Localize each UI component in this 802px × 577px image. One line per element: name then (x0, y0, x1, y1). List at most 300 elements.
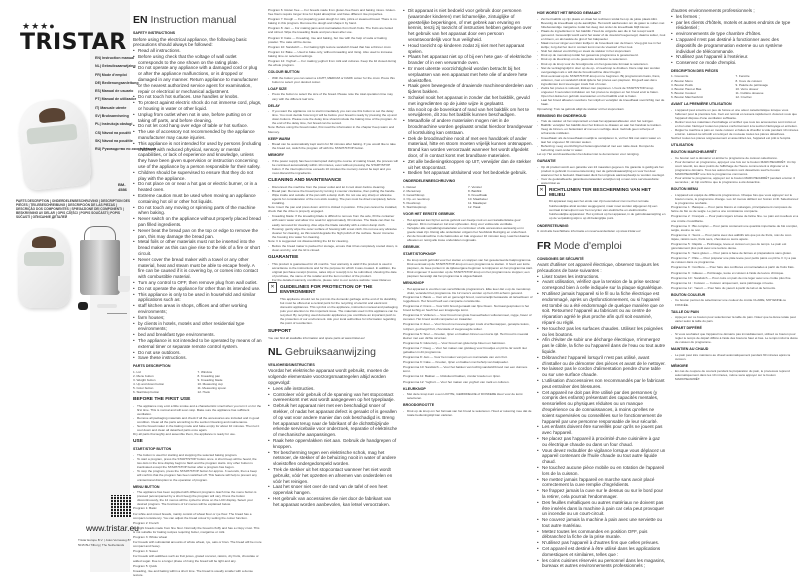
language-item: SV| Bruksanvisning (95, 114, 129, 119)
small-paragraph: For breads with substantial amounts of whole wheat, rye, oats or bran. The bread will be more compact and heavy. (133, 540, 262, 549)
bullet-item: • Do not touch any moving or spinning parts of the machine when baking. (133, 205, 262, 217)
small-list-item: - The appliance may emit a little smoke and a characteristic smell when you turn it on for the first time. This is normal and will soon stop. Make sure the appliance has sufficient ventilation. (133, 404, 262, 416)
bullet-item: • Bedien het apparaat uitsluitend voor het bedoelde gebruik. (403, 170, 533, 176)
parts-list-item: 12. Haak (468, 205, 481, 210)
small-list-item: - Remove all packaging materials and check if all the accessories are included and in good condition. Clean all the parts according to the section Cleaning and maintenance. (133, 416, 262, 424)
parts-list-item: 7. Fenêtre (735, 74, 750, 79)
small-paragraph: Dry all parts thoroughly and assemble them, the appliance is ready for use. (133, 432, 236, 437)
small-paragraph: Program 7: Dough — For preparing yeast dough for rolls, pizza or steamed bread. There is no baking in this program. Remove the dough and shape it by hand. (268, 17, 397, 26)
bullet-item: • Raak geen bewegende of draaiende machineonderdelen aan tijdens bakken. (403, 83, 533, 95)
small-list-item: - Trek de stekker uit het stopcontact en laat het apparaat afkoelen vóór het reinigen. (537, 119, 666, 123)
bullet-item: • Dit apparaat is niet bedoeld voor gebruik door personen (waaronder kinderen) met lichamelijke, zintuiglijke of geestelijke beperkingen, of met gebrek aan ervaring en kennis, tenzij zij toezicht of instructies hebben gekregen over het gebruik van het apparaat door een persoon verantwoordelijk voor hun veiligheid. (403, 8, 533, 43)
section-heading: VEILIGHEIDSINSTRUCTIES (268, 362, 315, 367)
parts-list-item: 4. Op- en neerknop (403, 196, 430, 201)
small-list-item: - If the power supply has been interrupted during the course of making bread, the process will be continued automatically within 10 minutes, even without pressing the START/STOP button. If the interruption time exceeds 10 minutes the memory cannot be kept and you must discard the ingredients. (268, 159, 398, 175)
company-address (78, 538, 131, 547)
manual-column-2 (268, 8, 398, 568)
small-paragraph: Programma 5: Snel — Kneden, rijzen en bakken binnen een korte tijd. Het brood is meestal kleiner met een dichte structuur. (403, 331, 529, 340)
parts-list-item: 1. Deksel (403, 184, 416, 189)
small-paragraph: Programma 4: Zoet — Voor brood met toevoegingen zoals vruchtensappen, geraspte kokos, rozijnen, gedroogd fruit, chocolade of toegevoegde suiker. (403, 322, 530, 331)
small-list-item: - Press the button to select the size of the bread. Please note the total operation time may vary with the different loaf size. (268, 92, 398, 100)
bullet-item: • Do not operate the appliance for other than its intended use. (133, 286, 262, 292)
small-paragraph: Programme 2 : Français — Pour pains légers à base de farine fine. Le pain est moelleux et a une croûte croustillante. (671, 214, 799, 223)
bullet-item: • Laat het snoer niet over de rand van de tafel of een heet oppervlak hangen. (268, 484, 398, 496)
section-title-text: Mode d'emploi (553, 239, 622, 252)
parts-list-item: 3. Bouton Poids (671, 82, 693, 87)
bullet-item: • N'utilisez pas l'appareil à d'autres fins que celles prévues. (537, 540, 666, 546)
small-paragraph: Programme 7 : Pâte — Pour préparer une pâte levée pour petits pains ou pizza. Il n'y a pas de cuisson dans ce programme. (671, 256, 797, 265)
small-paragraph: Programma 10: Sandwich — Voor het bakken van luchtig sandwichbrood met een dunnere korst. (403, 365, 528, 374)
bullet-item: • Do not use outdoors. (133, 350, 262, 356)
section-heading: CONSIGNES DE SÉCURITÉ (537, 256, 584, 261)
small-list-item: - L'appareil est équipé de différents programmes. Chaque fois que vous appuyez sur le bouton menu, le programme change. Les 12 menus défilent sur l'écran LCD. Sélectionnez le programme souhaité. (671, 193, 800, 205)
bullet-item: • Do not place on or near a hot gas or electric burner, or in a heated oven. (133, 181, 262, 193)
section-heading: DÉPART DIFFÉRÉ (671, 326, 702, 331)
parts-list-item: 1. Lid (133, 369, 141, 374)
small-paragraph: Programme 6 : Sans gluten — Pour pains à base de farines et préparations sans gluten. (671, 251, 792, 256)
small-paragraph: Program 12: Yoghurt — For making yoghurt from milk and cultures. Keep the lid closed during the whole program. (268, 59, 397, 68)
small-paragraph: Program 11: Bake — Used to bake only, without kneading and rising. Also used to increase baking time on selected settings. (268, 49, 393, 58)
section-heading: START/STOPKNOP (403, 252, 436, 257)
parts-list-item: 2. Menu button (133, 373, 154, 378)
small-list-item: - Before the bread maker is packed for storage, ensure that it has completely cooled down, is clean and dry, and the lid is closed. (268, 244, 398, 252)
bullet-item: • par les clients d'hôtels, motels et autres endroits de type résidentiel ; (671, 20, 800, 32)
bullet-item: • Afin d'éviter de subir une décharge électrique, n'immergez pas le câble, la fiche ou l'appareil dans de l'eau ou tout autre liquide. (537, 337, 666, 354)
parts-list-item: 2. Bouton Menu (671, 78, 693, 83)
parts-list-item: 9. Kneedhaak (468, 192, 488, 197)
bullet-item: • Des feuilles métalliques ou autres matériaux ne doivent pas être insérés dans la machine à pain car cela peut provoquer un incendie ou un court-circuit. (537, 500, 666, 517)
section-heading: BOUTON MENU (671, 187, 699, 192)
small-paragraph: Programma 7: Deeg — Voor het maken van gistdeeg voor broodjes en pizza. Er wordt niet gebakken in dit programma. (403, 345, 527, 355)
small-list-item: - Pour arrêter le programme, appuyez sur le bouton MARCHE/ARRÊT pendant environ 3 secondes ; un bip confirme que le programme a été désactivé. (671, 176, 800, 184)
language-item: ES| Manual de usuario (95, 89, 134, 94)
small-list-item: - To start a program, press the START/STOP button once. A short beep will be heard, the two dots in the time display begin to flash and the program starts. Any other button is inactivated except the START/STOP button after a program has begun. (133, 457, 262, 469)
small-paragraph: Programme 1 : Basique — Pour pains blancs et mélangés, principalement composés de farine de blé ou de seigle. Le pain a une consistance compacte. (671, 205, 792, 214)
bullet-item: • Read all instructions. (133, 48, 262, 54)
parts-list-item: 2. Menuknop (403, 188, 421, 193)
small-list-item: - Ce bouton sert à démarrer et arrêter le programme de cuisson sélectionné. (671, 156, 800, 160)
bullet-item: • This appliance is not intended for used by persons (including children) with reduced physical, sensory or mental capabilities, or lack of experience and knowledge, unless they have been given supervision or instruction concerning use of the appliance by a person responsible for their safety. (133, 141, 262, 170)
address-line: 5015 BH Tilburg | The Netherlands (78, 542, 125, 547)
parts-list-item: 12. Crochet (735, 94, 752, 99)
small-paragraph: Program 10: Sandwich — For baking light texture sandwich bread that has a thinner crust. (268, 44, 392, 49)
small-list-item: - This product is guaranteed for 24 months. Your warranty is valid if the product is used in accordance to the instructions and for the purpose for which it was created. In addition, the original purchase receipt (invoice, sales slip or receipt) is to be submitted, showing the date of purchase, the name of the retailer and the item number of the product. (268, 262, 398, 278)
section-heading: START/STOP BUTTON (133, 447, 172, 452)
bullet-item: • Schakel nooit het apparaat in zonder dat het bakblik, gevuld met ingrediënten op de juiste wijze is geplaatst. (403, 95, 533, 107)
website-link[interactable]: www.tristar.eu (86, 523, 139, 533)
bullet-item: • Extreme caution must be used when moving an appliance containing hot oil or other hot liquids. (133, 193, 262, 205)
parts-list-item: 5. Bouton Couleur (671, 90, 696, 95)
small-list-item: - Set the bread maker in the baking mode and bake empty for about 10 minutes. Then let it cool down and clean all detached parts once again. (133, 424, 262, 432)
small-paragraph: Dit apparaat mag aan het einde van zijn levensduur niet met het normale huishoudelijke afval worden weggegooid, maar moet worden afgegeven bij een centraal inzamelpunt voor het recyclen van elektrische en elektronische huishoudelijke apparatuur. Het symbool op het apparaat, in de gebruiksaanwijzing en op de verpakking wijst u op dit belangrijke punt. (549, 199, 666, 220)
bullet-item: • les coins cuisines réservés au personnel dans les magasins, bureaux et autres environnements professionnels ; (537, 558, 666, 570)
parts-list-item: 3. Weight button (133, 377, 156, 382)
small-paragraph: Note: Before using the bread maker, first read the information in the chapter Keep warm and Memory. (268, 125, 395, 134)
bullet-item: • Conservez ce mode d'emploi. (671, 60, 800, 66)
paragraph: Before using the electrical appliance, the following basic precautions should always be followed: (133, 36, 247, 48)
parts-list-item: 9. Palette de pétrissage (735, 82, 769, 87)
language-item: DE| Bedienungsanleitung (95, 80, 139, 85)
parts-list (133, 370, 262, 395)
small-paragraph: Note: It is suggested not disassembling the lid for cleaning. (268, 238, 349, 243)
bread-maker-parts-image (18, 228, 70, 308)
bullet-item: • Unplug from outlet when not in use, before putting on or taking off parts, and before cleaning. (133, 112, 262, 124)
section-heading: USE (133, 439, 143, 445)
small-list-item: - Laat het brood afkoelen voordat u het snijdt en verwijder de kneedhaak voorzichtig met de haak. (537, 98, 666, 106)
small-paragraph: Programma 6: Glutenvrij — Voor brood van glutenvrije bloem en bakmixen. (403, 340, 506, 345)
parts-list-item: 11. Maatlepel (468, 200, 487, 205)
bullet-item: • Plaats het apparaat niet op of bij een hete gas- of elektrische brander of in een verwarmde oven. (403, 54, 533, 66)
small-paragraph: Program 1: Basic (133, 506, 157, 511)
small-paragraph: Programme 12 : Yaourt — Pour faire du yaourt à partir de lait et de ferments. (671, 285, 776, 290)
bullet-item: • This appliance is only to be used in household and similar applications such as: (133, 292, 262, 304)
small-paragraph: Note: Insert the pan and press down until it is clicked in position. If the pan cannot be installed, check that the drive is properly engaged. (268, 205, 398, 214)
section-heading: TAILLE DU PAIN (671, 309, 699, 314)
parts-list-item: 1. Couvercle (671, 74, 689, 79)
small-list-item: - Druk ongeveer 3 seconden op de START/STOP-knop om het programma te stoppen; een pieptoon bevestigt dat het programma is uitgeschakeld. (403, 270, 533, 278)
bullet-item: • Les enfants doivent être surveillés pour qu'ils ne jouent pas avec l'appareil. (537, 424, 666, 436)
bullet-item: • Ne frappez jamais la cuve sur le dessus ou sur le bord pour la retirer, cela pourrait l'endommager. (537, 488, 666, 500)
small-paragraph: Programme 10 : Sandwich — Pour cuire un pain de mie léger avec une croûte plus fine. (671, 275, 792, 280)
small-list-item: - En cas de coupure de courant pendant la préparation du pain, le processus reprend automatiquement dans les 10 minutes, même sans appuyer sur le bouton MARCHE/ARRÊT. (671, 369, 800, 381)
small-paragraph: Program 5: Quick (133, 563, 158, 568)
bullet-item: • L'utilisation d'accessoires non recommandés par le fabricant peut entraîner des blessures. (537, 378, 666, 390)
small-list-item: - Op dit product wordt een garantie van 24 maanden gegeven. De garantie is geldig als het product is gebruikt in overeenstemming met de gebruiksaanwijzing en voor het doel waarvoor het is bedoeld. Daarnaast dient het originele aankoopbewijs te worden overlegd. (537, 165, 666, 177)
bullet-item: • Cet appareil ne doit pas être utilisé par des personnes (y compris des enfants) présentant des capacités mentales, sensorielles ou physiques réduites ou un manque d'expérience ou de connaissances, à moins qu'elles ne soient supervisées ou conseillées sur le fonctionnement de l'appareil par une personne responsable de leur sécurité. (537, 390, 666, 425)
small-list-item: - Stel de vertragingstijd in door op de op- of neerknop te drukken. Deze stap kan worden overgeslagen als u wilt dat de broodmachine direct begint. (537, 66, 666, 74)
section-heading: RICHTLIJNEN TER BESCHERMING VAN HET MILIEU (549, 187, 651, 198)
bread-maker-control-panel (24, 252, 64, 266)
small-paragraph: Program 2: French (133, 520, 159, 525)
bullet-item: • Raak hete oppervlakken niet aan. Gebruik de handgrepen of knoppen. (268, 438, 398, 450)
bullet-item: • Cet appareil est destiné à être utilisé dans les applications domestiques et similaires, telles que : (537, 546, 666, 558)
bullet-item: • Gebruik het apparaat niet met een beschadigd snoer of stekker, of nadat het apparaat defect is geraakt of is gevallen of op wat voor andere manier dan ook beschadigd is. Breng het apparaat terug naar de fabrikant of de dichtstbijzijnde erkende servicebalie voor onderzoek, reparatie of elektrische of mechanische aanpassingen. (268, 403, 398, 438)
bullet-item: • Lees alle instructies. (268, 386, 398, 392)
bullet-item: • les fermes ; (671, 14, 800, 20)
section-title (268, 346, 398, 358)
section-heading: MÉMOIRE (671, 363, 689, 368)
small-list-item: - Réglez la machine à pain en mode cuisson et faites-la chauffer à vide pendant 10 minutes environ. Laissez-la refroidir et nettoyez de nouveau toutes les pièces détachées. (671, 128, 800, 136)
small-list-item: - Druk op de knop om het formaat van het brood te selecteren. Houd er rekening mee dat de totale bedieningstijd kan variëren. (403, 409, 533, 417)
section-title (537, 240, 666, 252)
bullet-item: • Ne couvrez jamais la machine à pain avec une serviette ou tout autre matériau. (537, 517, 666, 529)
small-list-item: - Druk op de menuknop totdat het gewenste programma is geselecteerd. (537, 53, 666, 57)
small-list-item: - Pour démarrer un programme, appuyez une fois sur le bouton MARCHE/ARRÊT. Un bip court retentit, les deux points de l'affichage de l'heure commencent à clignoter et le programme démarre. Tous les autres boutons sont désactivés sauf le bouton MARCHE/ARRÊT une fois le programme commencé. (671, 160, 800, 176)
parts-description-title: PARTS DESCRIPTION | ONDERDELENBESCHRIJVING | DESCRIPTION DES PIÈCES | TEILEBESCHREIBUNG | DESCRIPCIÓN DE LAS PIEZAS | DESCRIÇÃO DOS COMPONENTES | SPIEGAZIONE DEI COMPONENTI | BESKRIVNING AV DELAR | OPIS CZĘŚCI | POPIS SOUČÁSTÍ | POPIS SÚČASTÍ | ОПИСАНИЕ ДЕТАЛЕЙ (16, 199, 131, 219)
parts-list-item: 11. Cuillère doseuse (735, 90, 764, 95)
small-list-item: - Plaats de ingrediënten in het bakblik. Houd de volgorde aan die in het recept wordt genoemd. Gewoonlijk wordt eerst het water of de vloeistof toegevoegd, daarna suiker, zout en bloem, en als laatste de gist of het bakpoeder. (537, 29, 666, 41)
section-heading: BROODGROOTTE (403, 403, 435, 408)
bullet-item: • Controleer vóór gebruik of de spanning van het stopcontact overeenkomt met wat wordt aangegeven op het typeplaatje. (268, 392, 398, 404)
language-item: FR| Mode d'emploi (95, 72, 127, 77)
language-code: NL (268, 345, 282, 358)
bullet-item: • Ter bescherming tegen een elektrische schok, mag het netsnoer, de stekker of de behuizing nooit in water of andere vloeistoffen ondergedompeld worden. (268, 450, 398, 467)
language-item: PL| Instrukcja obsługi (95, 122, 133, 127)
parts-list (403, 185, 533, 210)
small-paragraph: You can find all available information and spare parts at www.tristar.eu! (268, 335, 365, 340)
manual-column-4 (537, 8, 666, 568)
section-heading: SUPPORT (268, 329, 292, 335)
bullet-item: • Ne placez pas l'appareil à proximité d'une cuisinière à gaz ou électrique chaude ou dans un four chaud. (537, 436, 666, 448)
bullet-item: • bed and breakfast type environments. (133, 332, 262, 338)
small-paragraph: Programme 11 : Cuisson — Cuisson uniquement, sans pétrissage ni levée. (671, 280, 774, 285)
small-paragraph: Opmerking: Trek na gebruik altijd de stekker uit het stopcontact. (537, 106, 625, 111)
small-list-item: - Appuyez sur ce bouton pour sélectionner la taille du pain. Notez que la durée totale peut varier selon la taille du pain. (671, 315, 800, 323)
bullet-item: • farm houses; (133, 315, 262, 321)
language-list (95, 54, 157, 154)
language-item: IT| Manuale utente (95, 105, 127, 110)
paragraph: Avant d'utiliser cet appareil électrique, observez toujours les précautions de base suivantes : (537, 262, 659, 273)
environment-heading (268, 282, 398, 326)
section-heading: PARTS DESCRIPTION (133, 364, 171, 369)
parts-list-item: 7. Venster (468, 184, 482, 189)
paragraph: Voordat het elektrische apparaat wordt gebruikt, moeten de volgende elementaire voorzorgsmaatregelen altijd worden opgevolgd: (268, 368, 389, 386)
small-paragraph: Programma 1: Basis — Voor wit en gemengd brood, voornamelijk bestaande uit tarwebloem of roggebloem. Het brood heeft een compacte consistentie. (403, 294, 533, 303)
small-list-item: - With the button you can select a LIGHT, MEDIUM or DARK colour for the crust. Press this button to select your desired colour. (268, 76, 398, 84)
small-paragraph: For breads with additives such as fruit juices, grated coconut, raisins, dry fruits, chocolate or added sugar. Due to a longer phase of rising the bread will be light and airy. (133, 554, 259, 563)
small-list-item: - To stop the program, press the START/STOP button for approx. 3 seconds, then a beep will confirm that the program has been switched off. This feature will help to prevent any unintentional disruption to the operation of program. (133, 469, 262, 481)
small-list-item: - If you want the appliance not to start immediately you can use this button to set the delay time. You must decide how long it will be before your bread is ready by pressing the up and down buttons. Please note the delay time should include the baking time of the program. At the end of the delay time, hot bread can be served. (268, 109, 398, 125)
small-paragraph: Programma 11: Bakken — Uitsluitend bakken, zonder kneden en rijzen. (403, 374, 501, 379)
small-paragraph: Program 8: Jam — For making jams and marmalades from fresh fruits. The fruits are boiled and stirred. Wipe the kneading blade and pan clean after use. (268, 26, 393, 35)
parts-list-item: 4. Bouton Haut et Bas (671, 86, 702, 91)
parts-list-item: 5. Kleurknop (403, 200, 421, 205)
bullet-item: • N'utilisez pas l'appareil à l'extérieur. (671, 54, 800, 60)
language-item: NL| Gebruiksaanwijzing (95, 64, 136, 69)
small-paragraph: For light breads made from fine flour. Normally the bread is fluffy and has a crispy crust. This is not suitable for baking recipes requiring butter, margarine or milk. (133, 525, 260, 534)
small-paragraph: Programme 5 : Rapide — Pétrissage, levée et cuisson en peu de temps. Le pain est généralement plus petit avec une texture dense. (671, 241, 787, 251)
section-heading: DELAY (268, 103, 280, 108)
section-title-text: Instruction manual (150, 14, 237, 26)
section-heading: ONDERDELENBESCHRIJVING (403, 179, 456, 184)
small-list-item: - Zet het bakblik op zijn plaats en draai het rechtsom totdat het op de juiste plaats klikt. Bevestig de kneedhaak op de aandrijfas. Het wordt aanbevolen om de gaten te vullen met hittebestendige margarine zodat het deeg niet onder de kneedhaak blijft kleven. (537, 17, 666, 29)
bullet-item: • Metal foils or other materials must not be inserted into the bread maker as this can give rise to the risk of a fire or short circuit. (133, 239, 262, 256)
small-list-item: - Ce bouton permet de sélectionner une couleur de croûte CLAIRE, MOYENNE ou FONCÉE. (671, 298, 800, 306)
environment-content (549, 185, 666, 221)
small-list-item: - Maak met uw vinger een klein kuiltje in de bovenkant van de bloem. Voeg gist toe in het kuiltje; zorg dat het niet in contact komt met de vloeistof of het zout. (537, 41, 666, 49)
model-number: BM-4586 (118, 182, 127, 192)
section-heading: KLEURKNOP (403, 386, 426, 391)
parts-list-item: 8. Cuve de cuisson (735, 78, 762, 83)
section-heading: ONDERSTEUNING (537, 223, 569, 228)
manual-column-3 (403, 8, 533, 568)
small-list-item: - The button is used for starting and stopping the selected baking program. (133, 453, 262, 457)
bullet-item: • Vous devez redoubler de vigilance lorsque vous déplacez un appareil contenant de l'huile chaude ou tout autre liquide chaud. (537, 448, 666, 465)
hook-image (107, 313, 127, 314)
small-list-item: - Bread pan: Remove the bread pan by turning it counter clockwise, then pulling the handle. Wipe inside and outside of the pan with a damp cloth. Do not use any sharp or abrasive agents for consideration of the non-stick coating. The pan must be dried completely before installing. (268, 189, 398, 205)
parts-list-item: 11. Measuring spoon (197, 386, 227, 390)
small-list-item: - Druk op de kleurknop om de gewenste korstkleur te selecteren. (537, 57, 666, 61)
bread-pan-image (80, 240, 120, 295)
small-paragraph: For white and mixed breads, mainly consist of wheat flour or rye flour. The bread has a compact consistency. You can adjust the bread colour by setting the colour function. (133, 511, 252, 520)
parts-list-item: 5. Color button (133, 386, 154, 390)
section-heading: MENU BUTTON (133, 484, 160, 489)
bullet-item: • N'utilisez jamais l'appareil si le fil ou la fiche électrique est endommagé, après un dysfonctionnement, ou si l'appareil est tombé ou a été endommagé de quelque manière que ce soit. Retournez l'appareil au fabricant ou au centre de réparation agréé le plus proche afin qu'il soit examiné, réparé ou réglé. (537, 291, 666, 326)
small-paragraph: Program 6: Gluten free — For breads made from gluten-free flours and baking mixes. Gluten-free flours require longer time for liquid absorption and have different rise properties. (268, 8, 396, 17)
parts-list-item: 3. Gewichtknop (403, 192, 425, 197)
bread-maker-window (32, 236, 56, 248)
section-heading: GUARANTEE (268, 255, 299, 261)
small-list-item: - Retirez tous les matériaux d'emballage et vérifiez que tous les accessoires sont inclus et en bon état. Nettoyez toutes les pièces conformément à la section Nettoyage et entretien. (671, 120, 800, 128)
bullet-item: • The use of accessory not recommended by the appliance manufacturer may cause injuries. (133, 129, 262, 141)
bullet-item: • Er moet uiterste voorzichtigheid worden betracht bij het verplaatsen van een apparaat met hete olie of andere hete vloeistoffen. (403, 66, 533, 83)
qr-code-overlay (111, 495, 131, 517)
small-paragraph: Program 4: Sweet (133, 549, 158, 554)
bullet-item: • Never switch on the appliance without properly placed bread pan filled ingredients. (133, 216, 262, 228)
small-paragraph: Programma 12: Yoghurt — Voor het maken van yoghurt van melk en culturen. (403, 379, 510, 384)
section-heading: UTILISATION (671, 143, 694, 148)
small-list-item: - Behuizing: veeg voorzichtig het buitenoppervlak af met een natte doek. Dompel de behuizing nooit onder in water. (537, 144, 666, 152)
small-paragraph: Program 9: Cake — Kneading, rise and baking, but rise with the help of soda or baking powder. The cake will be dense. (268, 35, 387, 44)
brand-logo: TRISTAR (20, 30, 127, 55)
parts-list-item: 6. Start/stopknop (403, 205, 427, 210)
small-list-item: - Het apparaat kan bij het eerste gebruik een beetje rook en een karakteristieke geur afgeven. Dit is normaal en zal snel ophouden. Zorg voor voldoende ventilatie. (403, 218, 533, 226)
small-list-item: - Disconnect the machine from the power outlet and let it cool down before cleaning. (268, 185, 398, 189)
small-list-item: - Met deze knop kunt u een LICHTE, GEMIDDELDE of DONKERE kleur voor de korst selecteren. (403, 392, 533, 400)
bullet-item: • To protect against electric shock do not immerse cord, plugs, or housing in water or other liquid. (133, 100, 262, 112)
small-list-item: - Le pain peut être maintenu au chaud automatiquement pendant 60 minutes après la cuisson. (671, 353, 800, 361)
bullet-item: • Avant utilisation, vérifiez que la tension de la prise secteur correspond bien à celle indiquée sur la plaque signalétique. (537, 279, 666, 291)
section-heading: HOE WORDT HET BROOD GEMAAKT (537, 11, 602, 15)
section-heading: GEBRUIK (403, 245, 420, 250)
language-item: EN| Instruction manual (95, 56, 135, 60)
small-paragraph: Program 3: Whole wheat (133, 535, 168, 540)
parts-list-item: 8. Bakblik (468, 188, 482, 193)
section-heading: CLEANING AND MAINTENANCE (268, 178, 342, 184)
small-paragraph: Programme 4 : Sucré — Pour pains avec des additifs tels que jus de fruits, noix de coco râpée, raisins secs, fruits secs, chocolat ou sucre ajouté. (671, 232, 792, 241)
bullet-item: • Ne touchez aucune pièce mobile ou en rotation de l'appareil lors de la cuisson. (537, 465, 666, 477)
section-title-text: Gebruiksaanwijzing (284, 345, 376, 358)
bullet-item: • The appliance is not intended to be operated by means of an external timer or separate remote control system. (133, 338, 262, 350)
section-heading: BEFORE THE FIRST USE (133, 397, 191, 403)
small-list-item: - Si vous souhaitez que l'appareil ne démarre pas immédiatement, utilisez ce bouton pour régler le temps de départ différé à l'aide des boutons haut et bas. Le temps inclut la durée de cuisson du programme. (671, 332, 800, 344)
section-heading: GUIDELINES FOR PROTECTION OF THE ENVIRONMENT (280, 285, 373, 296)
bullet-item: • staff kitchen areas in shops, offices and other working environments; (133, 303, 262, 315)
small-paragraph: Programme 9 : Gâteau — Pétrissage, levée et cuisson à l'aide de levure chimique. (671, 270, 785, 275)
small-list-item: - Bread can be automatically kept warm for 60 minutes after baking. If you would like to take the bread out, switch the program off with the START/STOP button. (268, 142, 398, 150)
language-item: CS| Návod na použití (95, 130, 131, 135)
small-paragraph: Kneading, rise and baking within a short time. The bread is usually smaller with a dense texture. (133, 568, 253, 577)
parts-list-item: 9. Kneading blade (197, 377, 223, 382)
small-list-item: - Kneading blade: If the kneading blade is difficult to remove from the axle, fill the container with warm water and allow it to soak for approximately 30 minutes. The blade can then be easily removed for cleaning. Also wipe the blade carefully with a cotton damp cloth. (268, 214, 398, 226)
section-heading: VOOR HET EERSTE GEBRUIK (403, 212, 455, 217)
small-list-item: - Bakblik: verwijder het bakblik door het linksom te draaien en aan het handvat te trekken. Veeg de binnen- en buitenkant af met een vochtige doek. Gebruik geen scherpe of schurende middelen. (537, 123, 666, 135)
bullet-item: • Sla nooit op de bovenkant of rand van het bakblik om het te verwijderen, dit zou het bakblik kunnen beschadigen. (403, 107, 533, 119)
bullet-item: • Metaalfolie of andere materialen mogen niet in de broodmachine worden geplaatst omdat hierdoor brandgevaar of kortsluiting kan ontstaan. (403, 118, 533, 135)
bullet-item: • Ne laissez pas le cordon d'alimentation pendre d'une table ou sur une surface chaude. (537, 366, 666, 378)
parts-list-item: 10. Maatbeker (468, 196, 488, 201)
environment-content (280, 282, 398, 326)
bullet-item: • Do not let cord hang over edge of table or hot surface. (133, 123, 262, 129)
section-heading: MENUKNOP (403, 281, 424, 286)
parts-list-item: 7. Window (197, 369, 212, 374)
language-item: PT| Manual de utilizador (95, 97, 137, 102)
bullet-item: • Dek de broodmachine nooit af met een handdoek of ander materiaal, hitte en stoom moeten vrijelijk kunnen ontsnappen. Brand kan worden veroorzaakt wanneer het wordt afgedekt door, of in contact komt met brandbare materialen. (403, 136, 533, 159)
parts-list-item: 10. Verre doseur (735, 86, 759, 91)
bread-maker-window (38, 107, 65, 124)
language-item: RU| Руководство по эксплуатации (95, 147, 157, 152)
environment-heading (537, 185, 666, 221)
bullet-item: • by clients in hotels, motels and other residential type environments; (133, 321, 262, 333)
section-heading: SAFETY INSTRUCTIONS (133, 31, 176, 35)
small-paragraph: Programma 2: Frans — Voor licht brood gemaakt van fijne bloem. Normaal gesproken is het brood luchtig en heeft het een knapperige korst. (403, 304, 530, 313)
bullet-item: • Do not touch hot surfaces. Use handles or knobs. (133, 94, 262, 100)
bullet-item: • Ne touchez pas les surfaces chaudes. Utilisez les poignées ou les boutons. (537, 326, 666, 338)
bullet-item: • Never beat the bread pan on the top or edge to remove the pan, this may damage the bread pan. (133, 228, 262, 240)
bullet-item: • Never cover the bread maker with a towel or any other material, heat and steam must be able to escape freely. A fire can be caused if it is covering by, or comes into contact with combustible material. (133, 257, 262, 280)
bullet-item: • Mettez toutes les commandes en position OFF, puis débranchez la fiche de la prise murale. (537, 529, 666, 541)
bullet-item: • Het gebruik van accessoires die niet door de fabrikant van het apparaat worden aanbevolen, kan letsel veroorzaken. (268, 496, 398, 508)
small-paragraph: U vindt alle beschikbare informatie en reserveonderdelen op www.tristar.eu! (537, 229, 641, 234)
small-paragraph: Programma 9: Cake — Kneden, rijzen en bakken met behulp van bakpoeder. (403, 360, 509, 365)
section-heading: COLOUR BUTTON (268, 70, 300, 75)
small-list-item: - Druk eenmaal op de START/STOP-knop om te beginnen. Bij programma's basis, frans, volkoren, zoet en sandwich klinkt tijdens het proces een pieptoon. Dit geeft aan dat u ingrediënten kunt toevoegen zoals fruit of noten. (537, 74, 666, 86)
small-paragraph: Séchez toutes les pièces soigneusement et assemblez-les, l'appareil est prêt à l'emploi. (671, 136, 792, 141)
parts-list (671, 74, 800, 99)
small-list-item: - Het apparaat is voorzien van verschillende programma's. Elke keer dat u op de menuknop drukt, verandert het programma. De 12 menu's worden op het LCD-scherm getoond. (403, 287, 533, 295)
small-paragraph: Programma 3: Volkoren — Voor brood met grote hoeveelheden volkorenmeel, rogge, haver of zemelen. Het brood wordt compacter en zwaarder. (403, 313, 532, 322)
small-list-item: - Zodra het proces is voltooid, klinken tien pieptonen. U kunt de START/STOP-knop ongeveer 3 seconden indrukken om het proces te stoppen en het brood eruit te halen. Open het deksel en gebruik ovenwanten om het bakblik eruit te halen. (537, 86, 666, 98)
language-code: FR (537, 239, 551, 252)
small-paragraph: This appliance should not be put into the domestic garbage at the end of its durability, but must be offered at a central point for the recycling of electric and electronic domestic appliances. This symbol on the appliance, instruction manual and packaging puts your attention to this important issue. The materials used in this appliance can be recycled. By recycling used domestic appliances you contribute an important push to the protection of our environment. Ask your local authorities for information regarding the point of recollection. (280, 296, 398, 326)
bullet-item: • Débranchez l'appareil lorsqu'il n'est pas utilisé, avant d'installer ou de démonter des pièces et avant de le nettoyer. (537, 355, 666, 367)
bullet-item: • Lisez toutes les instructions. (537, 274, 666, 280)
small-list-item: - Zet de broodmachine in de bakmodus en bak ongeveer 10 minuten leeg. Laat het daarna afkoelen en reinig alle losse onderdelen nogmaals. (403, 234, 533, 242)
small-list-item: - Sluit het deksel voorzichtig en steek de stekker in het stopcontact. (537, 49, 666, 53)
small-list-item: - Kneedhaak: als de kneedhaak moeilijk te verwijderen is, vul het blik met warm water en laat het ongeveer 30 minuten weken. (537, 136, 666, 144)
section-heading: REINIGING EN ONDERHOUD (537, 113, 587, 118)
bullet-item: • Trek de stekker uit het stopcontact wanneer het niet wordt gebruikt, vóór het opzetten en afnemen van onderdelen en vóór het reinigen. (268, 467, 398, 484)
parts-list-item: 12. Hook (197, 390, 210, 395)
parts-list-item: 6. Bouton Marche/Arrêt (671, 94, 703, 99)
small-list-item: - L'appareil peut émettre un peu de fumée et une odeur caractéristique lorsque vous l'allumez pour la première fois. Ceci est normal et cessera rapidement. Assurez-vous que l'appareil dispose d'une ventilation suffisante. (671, 108, 800, 120)
section-heading: AVANT LA PREMIÈRE UTILISATION (671, 102, 732, 107)
bullet-item: • Save these instructions. (133, 355, 262, 361)
paragraph: d'autres environnements professionnels ; (671, 8, 755, 13)
bullet-item: • Zet alle bedieningsknoppen op UIT, verwijder dan de stekker uit het stopcontact. (403, 159, 533, 171)
bullet-item: • environnements de type chambre d'hôtes. (671, 31, 800, 37)
small-paragraph: Programma 8: Jam — Voor het maken van jam en marmelade van vers fruit. (403, 355, 508, 360)
manual-column-5 (671, 8, 800, 568)
section-heading: DESCRIPTION DES PIÈCES (671, 68, 719, 73)
section-heading: GARANTIE (537, 159, 556, 163)
section-title (133, 14, 262, 26)
section-heading: MAINTIEN AU CHAUD (671, 347, 709, 352)
small-list-item: - Verwijder alle verpakkingsmaterialen en controleer of alle accessoires aanwezig en in goede staat zijn. Reinig alle onderdelen volgens het hoofdstuk Reiniging en onderhoud. (403, 226, 533, 234)
small-paragraph: Programme 8 : Confiture — Pour faire des confitures et marmelades à partir de fruits frais. (671, 265, 795, 270)
small-paragraph: Let op: Het wordt aanbevolen het deksel niet te demonteren voor reiniging. (537, 151, 640, 156)
section-heading: MEMORY (268, 153, 285, 158)
logo-stars-icon: ★★★● (22, 21, 56, 31)
language-item: SK| Návod na použitie (95, 138, 133, 143)
section-heading: LOAF SIZE (268, 86, 287, 91)
environment-section (268, 282, 398, 326)
parts-list-item: 8. Kneading pan (197, 373, 221, 378)
language-code: EN (133, 14, 148, 26)
bullet-item: • Before using check that the voltage of wall outlet corresponds to the one shown on the rating plate. (133, 54, 262, 66)
parts-list-item: 4. Up and down button (133, 381, 165, 386)
bread-maker-image (16, 97, 93, 192)
parts-list-item: 6. Start/stop button (133, 390, 160, 395)
section-heading: BOUTON MARCHE/ARRÊT (671, 150, 717, 155)
kneading-blade-image (78, 302, 88, 310)
recycle-bin-icon: ✕ (268, 282, 277, 293)
environment-section (537, 185, 666, 221)
measuring-spoon-image (97, 304, 117, 308)
section-heading: BOUTON COULEUR (671, 292, 706, 297)
section-heading: KEEP WARM (268, 136, 291, 141)
manual-column-1 (133, 8, 262, 577)
